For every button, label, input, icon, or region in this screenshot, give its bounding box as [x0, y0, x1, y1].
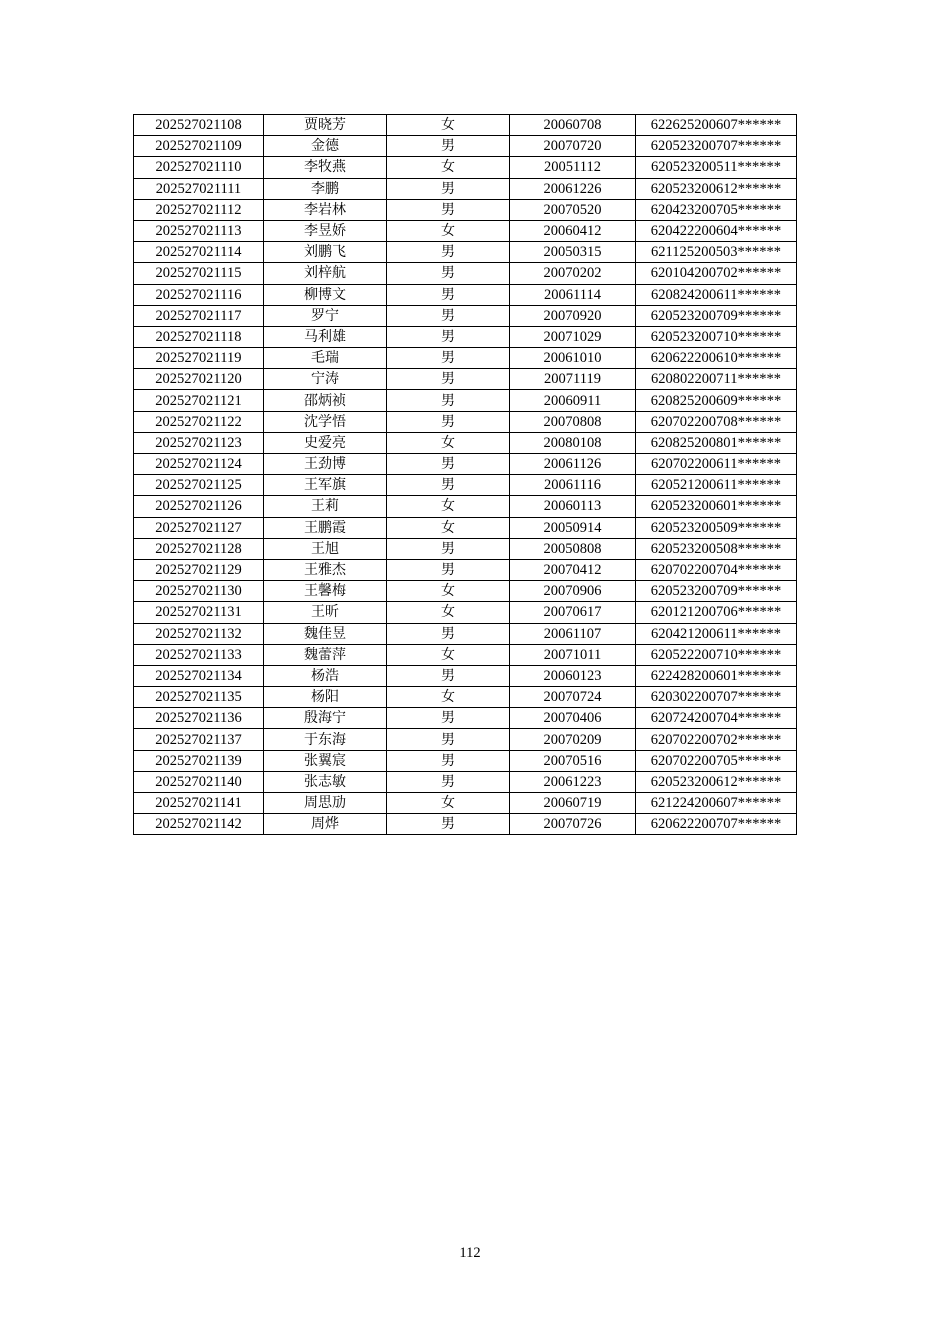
student-id-cell: 202527021126 — [134, 496, 264, 517]
table-row — [134, 242, 797, 263]
gender-cell: 男 — [387, 538, 510, 559]
gender-cell: 女 — [387, 793, 510, 814]
table-row — [134, 602, 797, 623]
id-number-cell: 620825200801****** — [636, 432, 797, 453]
gender-cell: 女 — [387, 115, 510, 136]
student-id-cell: 202527021109 — [134, 136, 264, 157]
birthdate-cell: 20070406 — [510, 708, 636, 729]
gender-cell: 男 — [387, 242, 510, 263]
id-number-cell: 622428200601****** — [636, 665, 797, 686]
id-number-cell: 620702200611****** — [636, 454, 797, 475]
id-number-cell: 620421200611****** — [636, 623, 797, 644]
table-row — [134, 305, 797, 326]
gender-cell: 女 — [387, 432, 510, 453]
table-row — [134, 687, 797, 708]
table-row — [134, 411, 797, 432]
id-number-cell: 620422200604****** — [636, 220, 797, 241]
student-id-cell: 202527021133 — [134, 644, 264, 665]
gender-cell: 女 — [387, 644, 510, 665]
name-cell: 李鹏 — [264, 178, 387, 199]
table-row — [134, 136, 797, 157]
birthdate-cell: 20070617 — [510, 602, 636, 623]
student-id-cell: 202527021123 — [134, 432, 264, 453]
name-cell: 殷海宁 — [264, 708, 387, 729]
id-number-cell: 620523200710****** — [636, 326, 797, 347]
id-number-cell: 620423200705****** — [636, 199, 797, 220]
name-cell: 沈学悟 — [264, 411, 387, 432]
id-number-cell: 620523200612****** — [636, 178, 797, 199]
name-cell: 魏佳昱 — [264, 623, 387, 644]
gender-cell: 男 — [387, 665, 510, 686]
name-cell: 宁涛 — [264, 369, 387, 390]
name-cell: 王馨梅 — [264, 581, 387, 602]
student-roster-table — [133, 114, 797, 835]
name-cell: 李岩林 — [264, 199, 387, 220]
student-id-cell: 202527021140 — [134, 771, 264, 792]
name-cell: 马利雄 — [264, 326, 387, 347]
name-cell: 刘鹏飞 — [264, 242, 387, 263]
student-id-cell: 202527021142 — [134, 814, 264, 835]
birthdate-cell: 20070724 — [510, 687, 636, 708]
gender-cell: 男 — [387, 771, 510, 792]
table-row — [134, 793, 797, 814]
id-number-cell: 620702200708****** — [636, 411, 797, 432]
student-id-cell: 202527021113 — [134, 220, 264, 241]
student-id-cell: 202527021129 — [134, 559, 264, 580]
id-number-cell: 620702200702****** — [636, 729, 797, 750]
table-row — [134, 559, 797, 580]
birthdate-cell: 20071029 — [510, 326, 636, 347]
name-cell: 王昕 — [264, 602, 387, 623]
student-id-cell: 202527021125 — [134, 475, 264, 496]
table-row — [134, 814, 797, 835]
student-id-cell: 202527021127 — [134, 517, 264, 538]
table-row — [134, 644, 797, 665]
table-row — [134, 115, 797, 136]
table-row — [134, 390, 797, 411]
birthdate-cell: 20061107 — [510, 623, 636, 644]
id-number-cell: 620824200611****** — [636, 284, 797, 305]
student-id-cell: 202527021119 — [134, 348, 264, 369]
table-row — [134, 475, 797, 496]
gender-cell: 男 — [387, 729, 510, 750]
gender-cell: 女 — [387, 602, 510, 623]
student-id-cell: 202527021112 — [134, 199, 264, 220]
gender-cell: 男 — [387, 623, 510, 644]
table-row — [134, 665, 797, 686]
birthdate-cell: 20061010 — [510, 348, 636, 369]
student-id-cell: 202527021121 — [134, 390, 264, 411]
id-number-cell: 620825200609****** — [636, 390, 797, 411]
gender-cell: 男 — [387, 136, 510, 157]
birthdate-cell: 20070720 — [510, 136, 636, 157]
gender-cell: 女 — [387, 581, 510, 602]
id-number-cell: 620702200705****** — [636, 750, 797, 771]
name-cell: 柳博文 — [264, 284, 387, 305]
id-number-cell: 620802200711****** — [636, 369, 797, 390]
gender-cell: 男 — [387, 411, 510, 432]
name-cell: 周烨 — [264, 814, 387, 835]
name-cell: 邵炳祯 — [264, 390, 387, 411]
name-cell: 王雅杰 — [264, 559, 387, 580]
birthdate-cell: 20070906 — [510, 581, 636, 602]
id-number-cell: 620724200704****** — [636, 708, 797, 729]
student-id-cell: 202527021120 — [134, 369, 264, 390]
name-cell: 王军旗 — [264, 475, 387, 496]
gender-cell: 男 — [387, 263, 510, 284]
id-number-cell: 620523200707****** — [636, 136, 797, 157]
gender-cell: 女 — [387, 220, 510, 241]
name-cell: 周思劢 — [264, 793, 387, 814]
gender-cell: 男 — [387, 284, 510, 305]
birthdate-cell: 20060412 — [510, 220, 636, 241]
gender-cell: 男 — [387, 750, 510, 771]
name-cell: 魏蕾萍 — [264, 644, 387, 665]
gender-cell: 男 — [387, 708, 510, 729]
student-id-cell: 202527021117 — [134, 305, 264, 326]
student-id-cell: 202527021122 — [134, 411, 264, 432]
name-cell: 毛瑞 — [264, 348, 387, 369]
name-cell: 刘梓航 — [264, 263, 387, 284]
id-number-cell: 621125200503****** — [636, 242, 797, 263]
birthdate-cell: 20051112 — [510, 157, 636, 178]
gender-cell: 男 — [387, 454, 510, 475]
id-number-cell: 620523200508****** — [636, 538, 797, 559]
birthdate-cell: 20050315 — [510, 242, 636, 263]
student-id-cell: 202527021116 — [134, 284, 264, 305]
birthdate-cell: 20070726 — [510, 814, 636, 835]
name-cell: 李牧燕 — [264, 157, 387, 178]
name-cell: 杨浩 — [264, 665, 387, 686]
id-number-cell: 621224200607****** — [636, 793, 797, 814]
id-number-cell: 620523200709****** — [636, 305, 797, 326]
id-number-cell: 620523200511****** — [636, 157, 797, 178]
name-cell: 杨阳 — [264, 687, 387, 708]
name-cell: 贾晓芳 — [264, 115, 387, 136]
table-row — [134, 432, 797, 453]
birthdate-cell: 20050914 — [510, 517, 636, 538]
table-row — [134, 750, 797, 771]
student-id-cell: 202527021141 — [134, 793, 264, 814]
name-cell: 罗宁 — [264, 305, 387, 326]
gender-cell: 女 — [387, 157, 510, 178]
student-id-cell: 202527021110 — [134, 157, 264, 178]
name-cell: 于东海 — [264, 729, 387, 750]
table-row — [134, 157, 797, 178]
birthdate-cell: 20070516 — [510, 750, 636, 771]
table-row — [134, 496, 797, 517]
name-cell: 王劲博 — [264, 454, 387, 475]
gender-cell: 男 — [387, 369, 510, 390]
name-cell: 王鹏霞 — [264, 517, 387, 538]
birthdate-cell: 20080108 — [510, 432, 636, 453]
birthdate-cell: 20060719 — [510, 793, 636, 814]
name-cell: 金德 — [264, 136, 387, 157]
id-number-cell: 620702200704****** — [636, 559, 797, 580]
id-number-cell: 620523200509****** — [636, 517, 797, 538]
gender-cell: 女 — [387, 496, 510, 517]
name-cell: 李昱娇 — [264, 220, 387, 241]
id-number-cell: 620622200707****** — [636, 814, 797, 835]
name-cell: 张翼宸 — [264, 750, 387, 771]
gender-cell: 男 — [387, 814, 510, 835]
name-cell: 张志敏 — [264, 771, 387, 792]
table-row — [134, 369, 797, 390]
table-row — [134, 538, 797, 559]
table-row — [134, 326, 797, 347]
birthdate-cell: 20060113 — [510, 496, 636, 517]
birthdate-cell: 20060708 — [510, 115, 636, 136]
table-row — [134, 581, 797, 602]
table-row — [134, 708, 797, 729]
student-id-cell: 202527021128 — [134, 538, 264, 559]
gender-cell: 男 — [387, 348, 510, 369]
birthdate-cell: 20061114 — [510, 284, 636, 305]
student-id-cell: 202527021130 — [134, 581, 264, 602]
table-row — [134, 623, 797, 644]
id-number-cell: 620622200610****** — [636, 348, 797, 369]
name-cell: 王莉 — [264, 496, 387, 517]
student-id-cell: 202527021139 — [134, 750, 264, 771]
id-number-cell: 620522200710****** — [636, 644, 797, 665]
student-id-cell: 202527021132 — [134, 623, 264, 644]
id-number-cell: 622625200607****** — [636, 115, 797, 136]
table-row — [134, 517, 797, 538]
student-id-cell: 202527021114 — [134, 242, 264, 263]
gender-cell: 女 — [387, 687, 510, 708]
birthdate-cell: 20061116 — [510, 475, 636, 496]
birthdate-cell: 20070808 — [510, 411, 636, 432]
table-row — [134, 199, 797, 220]
table-row — [134, 263, 797, 284]
gender-cell: 男 — [387, 390, 510, 411]
id-number-cell: 620104200702****** — [636, 263, 797, 284]
birthdate-cell: 20050808 — [510, 538, 636, 559]
birthdate-cell: 20070920 — [510, 305, 636, 326]
birthdate-cell: 20070209 — [510, 729, 636, 750]
birthdate-cell: 20061223 — [510, 771, 636, 792]
id-number-cell: 620521200611****** — [636, 475, 797, 496]
birthdate-cell: 20061126 — [510, 454, 636, 475]
page-number: 112 — [459, 1245, 481, 1261]
roster-body — [134, 115, 797, 835]
student-id-cell: 202527021108 — [134, 115, 264, 136]
id-number-cell: 620523200709****** — [636, 581, 797, 602]
birthdate-cell: 20060911 — [510, 390, 636, 411]
gender-cell: 男 — [387, 559, 510, 580]
gender-cell: 男 — [387, 326, 510, 347]
student-id-cell: 202527021124 — [134, 454, 264, 475]
table-row — [134, 284, 797, 305]
table-row — [134, 771, 797, 792]
student-id-cell: 202527021135 — [134, 687, 264, 708]
id-number-cell: 620302200707****** — [636, 687, 797, 708]
id-number-cell: 620121200706****** — [636, 602, 797, 623]
table-row — [134, 454, 797, 475]
gender-cell: 男 — [387, 199, 510, 220]
id-number-cell: 620523200612****** — [636, 771, 797, 792]
student-id-cell: 202527021115 — [134, 263, 264, 284]
table-row — [134, 178, 797, 199]
name-cell: 史爱亮 — [264, 432, 387, 453]
gender-cell: 男 — [387, 178, 510, 199]
student-id-cell: 202527021134 — [134, 665, 264, 686]
student-id-cell: 202527021136 — [134, 708, 264, 729]
gender-cell: 男 — [387, 305, 510, 326]
gender-cell: 女 — [387, 517, 510, 538]
name-cell: 王旭 — [264, 538, 387, 559]
gender-cell: 男 — [387, 475, 510, 496]
birthdate-cell: 20061226 — [510, 178, 636, 199]
id-number-cell: 620523200601****** — [636, 496, 797, 517]
student-id-cell: 202527021131 — [134, 602, 264, 623]
birthdate-cell: 20060123 — [510, 665, 636, 686]
table-row — [134, 348, 797, 369]
student-id-cell: 202527021111 — [134, 178, 264, 199]
table-row — [134, 220, 797, 241]
table-row — [134, 729, 797, 750]
student-id-cell: 202527021118 — [134, 326, 264, 347]
birthdate-cell: 20070412 — [510, 559, 636, 580]
birthdate-cell: 20071119 — [510, 369, 636, 390]
birthdate-cell: 20070520 — [510, 199, 636, 220]
birthdate-cell: 20070202 — [510, 263, 636, 284]
birthdate-cell: 20071011 — [510, 644, 636, 665]
student-id-cell: 202527021137 — [134, 729, 264, 750]
